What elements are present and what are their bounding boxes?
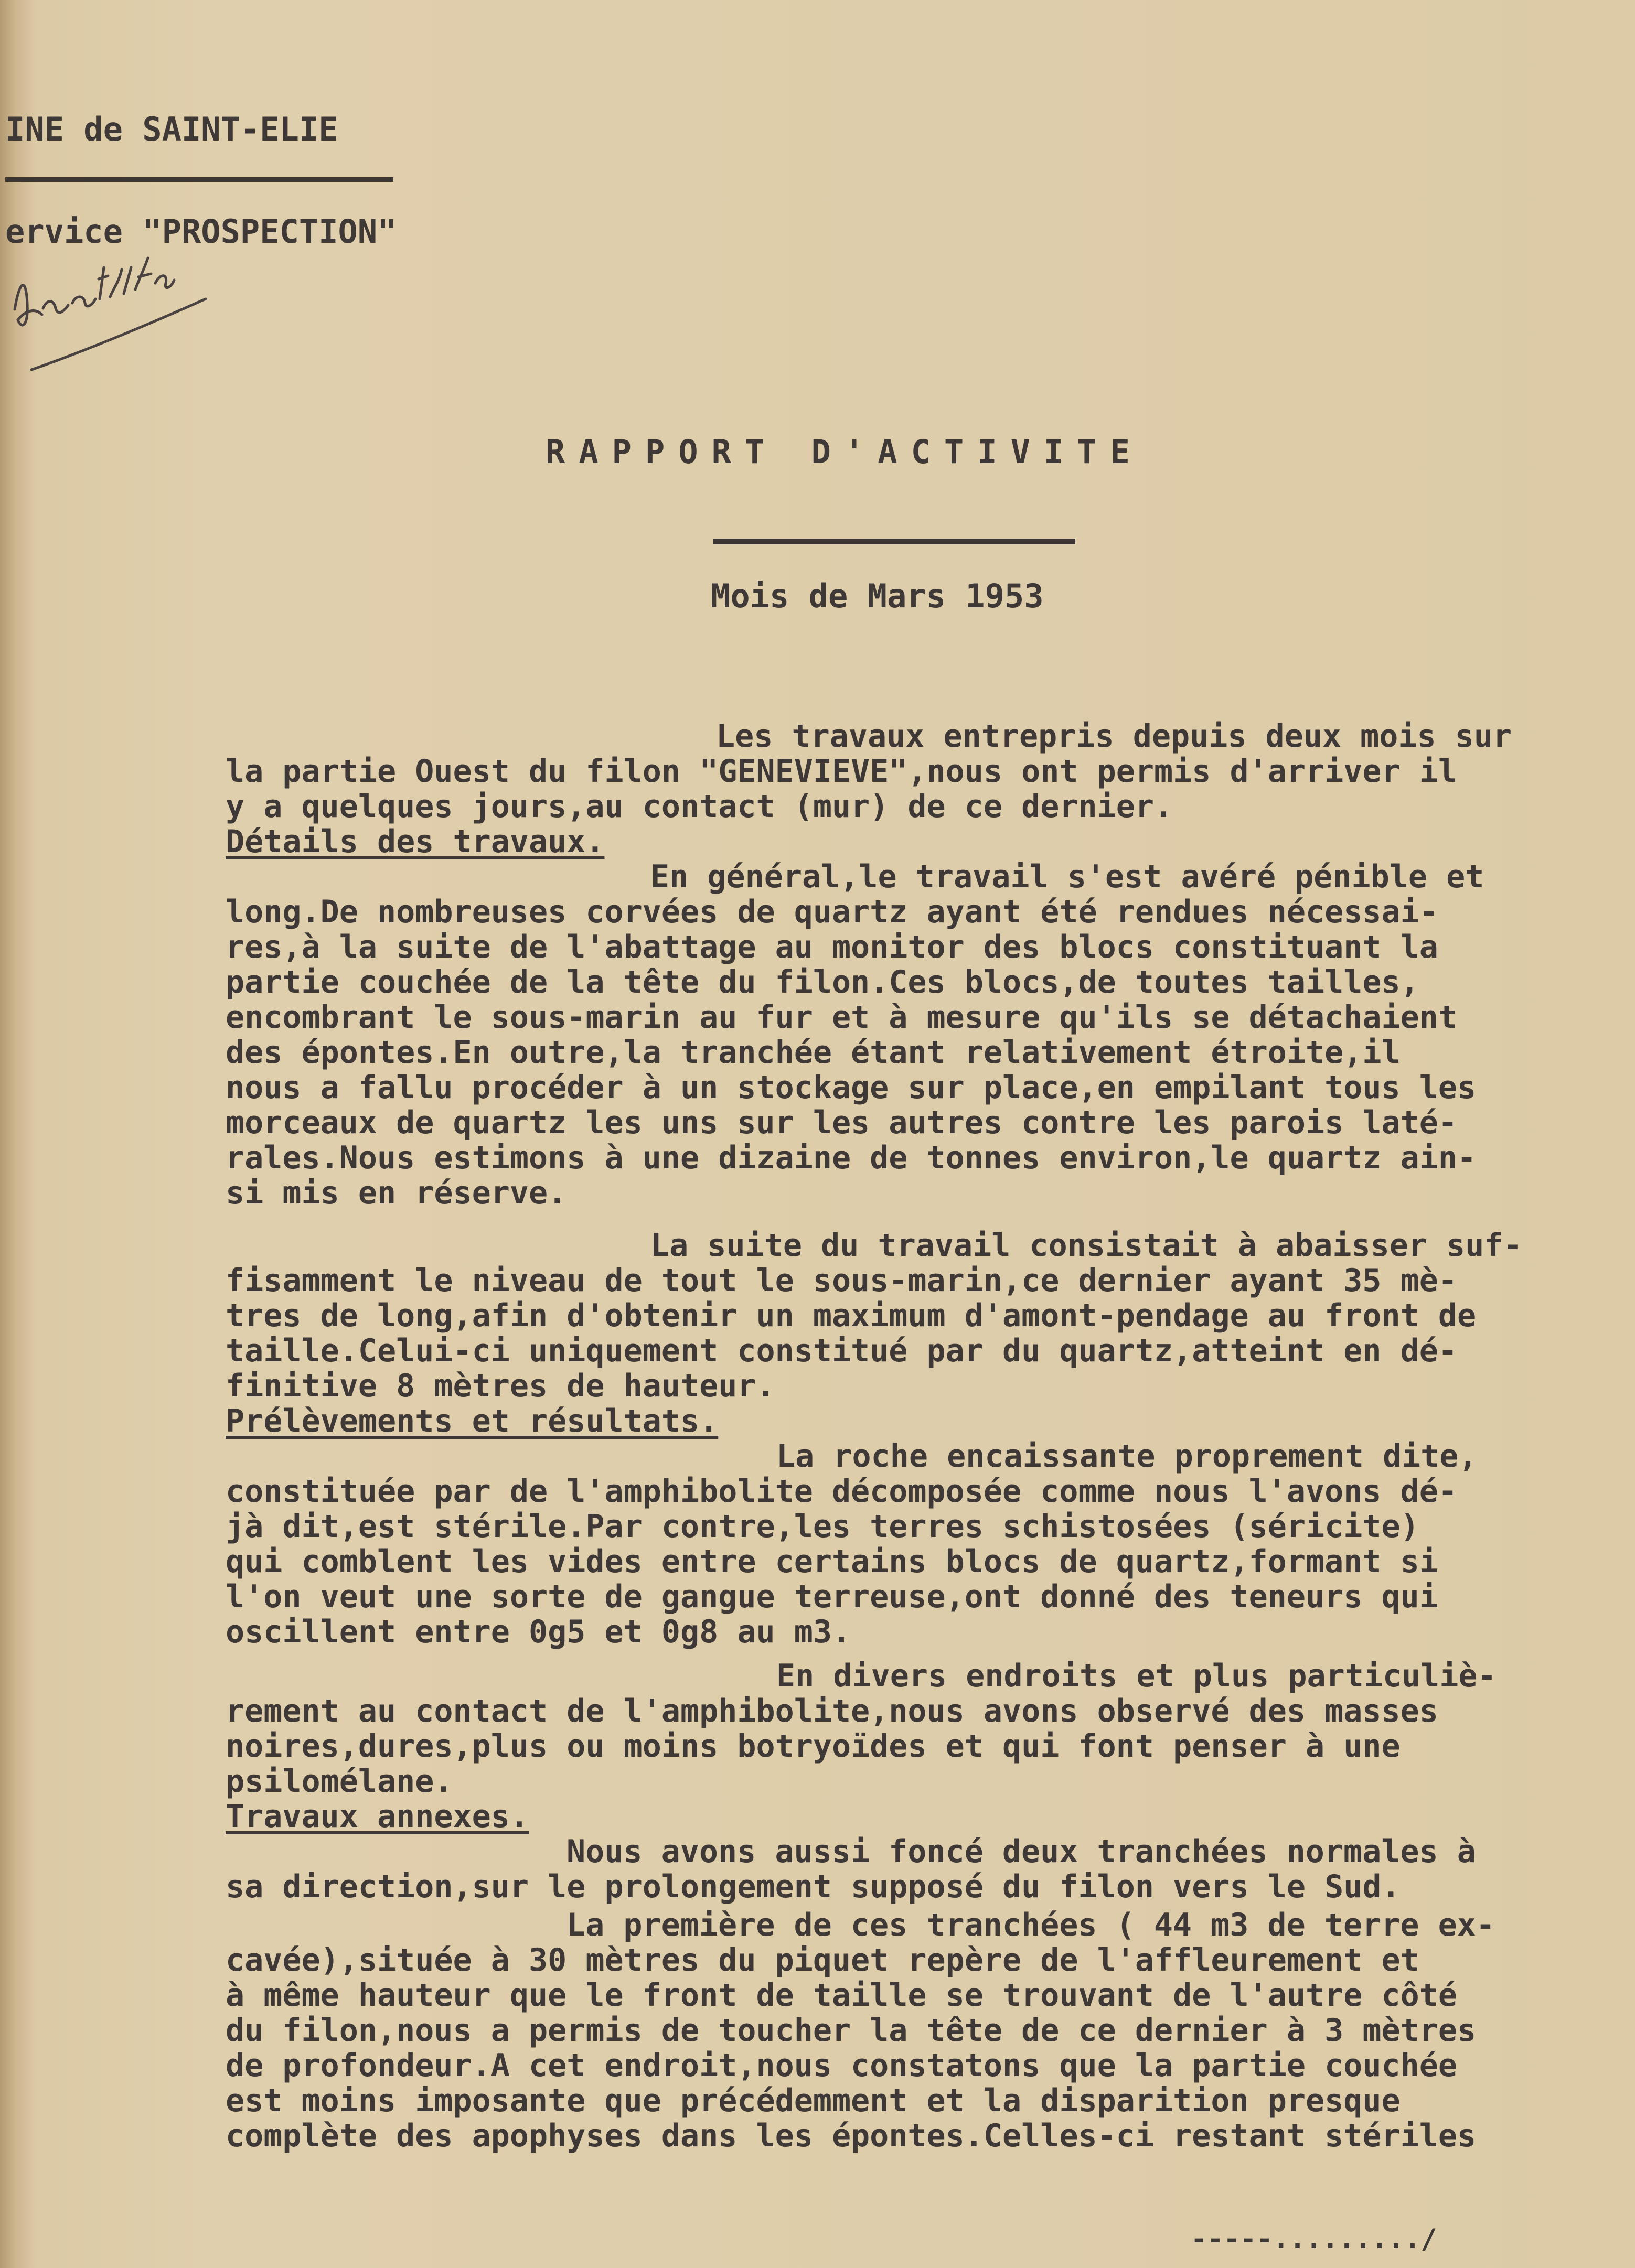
- handwritten-mark-scribble: [15, 258, 206, 370]
- body-line: la partie Ouest du filon "GENEVIEVE",nous ont permis d'arriver il: [226, 753, 1457, 790]
- title-rule: [713, 539, 1075, 544]
- body-line: nous a fallu procéder à un stockage sur place,en empilant tous les: [226, 1069, 1477, 1106]
- body-line: La suite du travail consistait à abaisser suf-: [650, 1227, 1522, 1264]
- body-line: morceaux de quartz les uns sur les autres contre les parois laté-: [226, 1104, 1457, 1141]
- body-line: rement au contact de l'amphibolite,nous avons observé des masses: [226, 1693, 1438, 1729]
- header-service: ervice "PROSPECTION": [5, 212, 397, 251]
- body-line: à même hauteur que le front de taille se trouvant de l'autre côté: [226, 1977, 1457, 2014]
- body-line: sa direction,sur le prolongement supposé du filon vers le Sud.: [226, 1868, 1401, 1905]
- body-line: si mis en réserve.: [226, 1175, 567, 1211]
- body-line: La première de ces tranchées ( 44 m3 de terre ex-: [567, 1907, 1495, 1943]
- body-line: du filon,nous a permis de toucher la tête de ce dernier à 3 mètres: [226, 2012, 1477, 2049]
- header-rule: [5, 177, 393, 182]
- body-line: l'on veut une sorte de gangue terreuse,ont donné des teneurs qui: [226, 1578, 1438, 1615]
- body-line: cavée),située à 30 mètres du piquet repère de l'affleurement et: [226, 1942, 1419, 1979]
- body-line: est moins imposante que précédemment et la disparition presque: [226, 2082, 1401, 2119]
- body-line: complète des apophyses dans les épontes.Celles-ci restant stériles: [226, 2117, 1477, 2154]
- body-line: psilomélane.: [226, 1763, 453, 1800]
- body-line: des épontes.En outre,la tranchée étant relativement étroite,il: [226, 1034, 1401, 1071]
- body-line: En divers endroits et plus particuliè-: [776, 1658, 1497, 1694]
- handwritten-annotation: [10, 246, 210, 378]
- body-line: Nous avons aussi foncé deux tranchées normales à: [567, 1833, 1476, 1870]
- section-heading-annex: Travaux annexes.: [226, 1798, 529, 1835]
- body-line: qui comblent les vides entre certains blocs de quartz,formant si: [226, 1543, 1438, 1580]
- body-line: y a quelques jours,au contact (mur) de ce dernier.: [226, 788, 1173, 825]
- section-heading-sampling: Prélèvements et résultats.: [226, 1403, 719, 1439]
- body-line: rales.Nous estimons à une dizaine de tonnes environ,le quartz ain-: [226, 1140, 1477, 1176]
- section-heading-details: Détails des travaux.: [226, 823, 605, 860]
- body-line: Les travaux entrepris depuis deux mois sur: [716, 718, 1512, 755]
- body-line: finitive 8 mètres de hauteur.: [226, 1368, 775, 1404]
- continuation-marker: -----........./: [1191, 2223, 1437, 2255]
- body-line: tres de long,afin d'obtenir un maximum d'amont-pendage au front de: [226, 1297, 1477, 1334]
- body-line: La roche encaissante proprement dite,: [776, 1438, 1478, 1475]
- body-line: En général,le travail s'est avéré pénible et: [650, 858, 1484, 895]
- body-line: oscillent entre 0g5 et 0g8 au m3.: [226, 1614, 851, 1650]
- body-line: taille.Celui-ci uniquement constitué par du quartz,atteint en dé-: [226, 1332, 1457, 1369]
- body-line: partie couchée de la tête du filon.Ces blocs,de toutes tailles,: [226, 964, 1419, 1001]
- report-title: RAPPORT D'ACTIVITE: [546, 433, 1144, 471]
- report-month: Mois de Mars 1953: [711, 577, 1044, 615]
- body-line: long.De nombreuses corvées de quartz ayant été rendues nécessai-: [226, 894, 1438, 930]
- body-line: encombrant le sous-marin au fur et à mesure qu'ils se détachaient: [226, 999, 1457, 1036]
- body-line: noires,dures,plus ou moins botryoïdes et qui font penser à une: [226, 1728, 1401, 1765]
- body-line: res,à la suite de l'abattage au monitor des blocs constituant la: [226, 929, 1438, 965]
- body-line: jà dit,est stérile.Par contre,les terres schistosées (séricite): [226, 1508, 1419, 1545]
- body-line: constituée par de l'amphibolite décomposée comme nous l'avons dé-: [226, 1473, 1457, 1510]
- header-company: INE de SAINT-ELIE: [5, 110, 338, 148]
- body-line: fisamment le niveau de tout le sous-marin,ce dernier ayant 35 mè-: [226, 1262, 1457, 1299]
- body-line: de profondeur.A cet endroit,nous constatons que la partie couchée: [226, 2047, 1457, 2084]
